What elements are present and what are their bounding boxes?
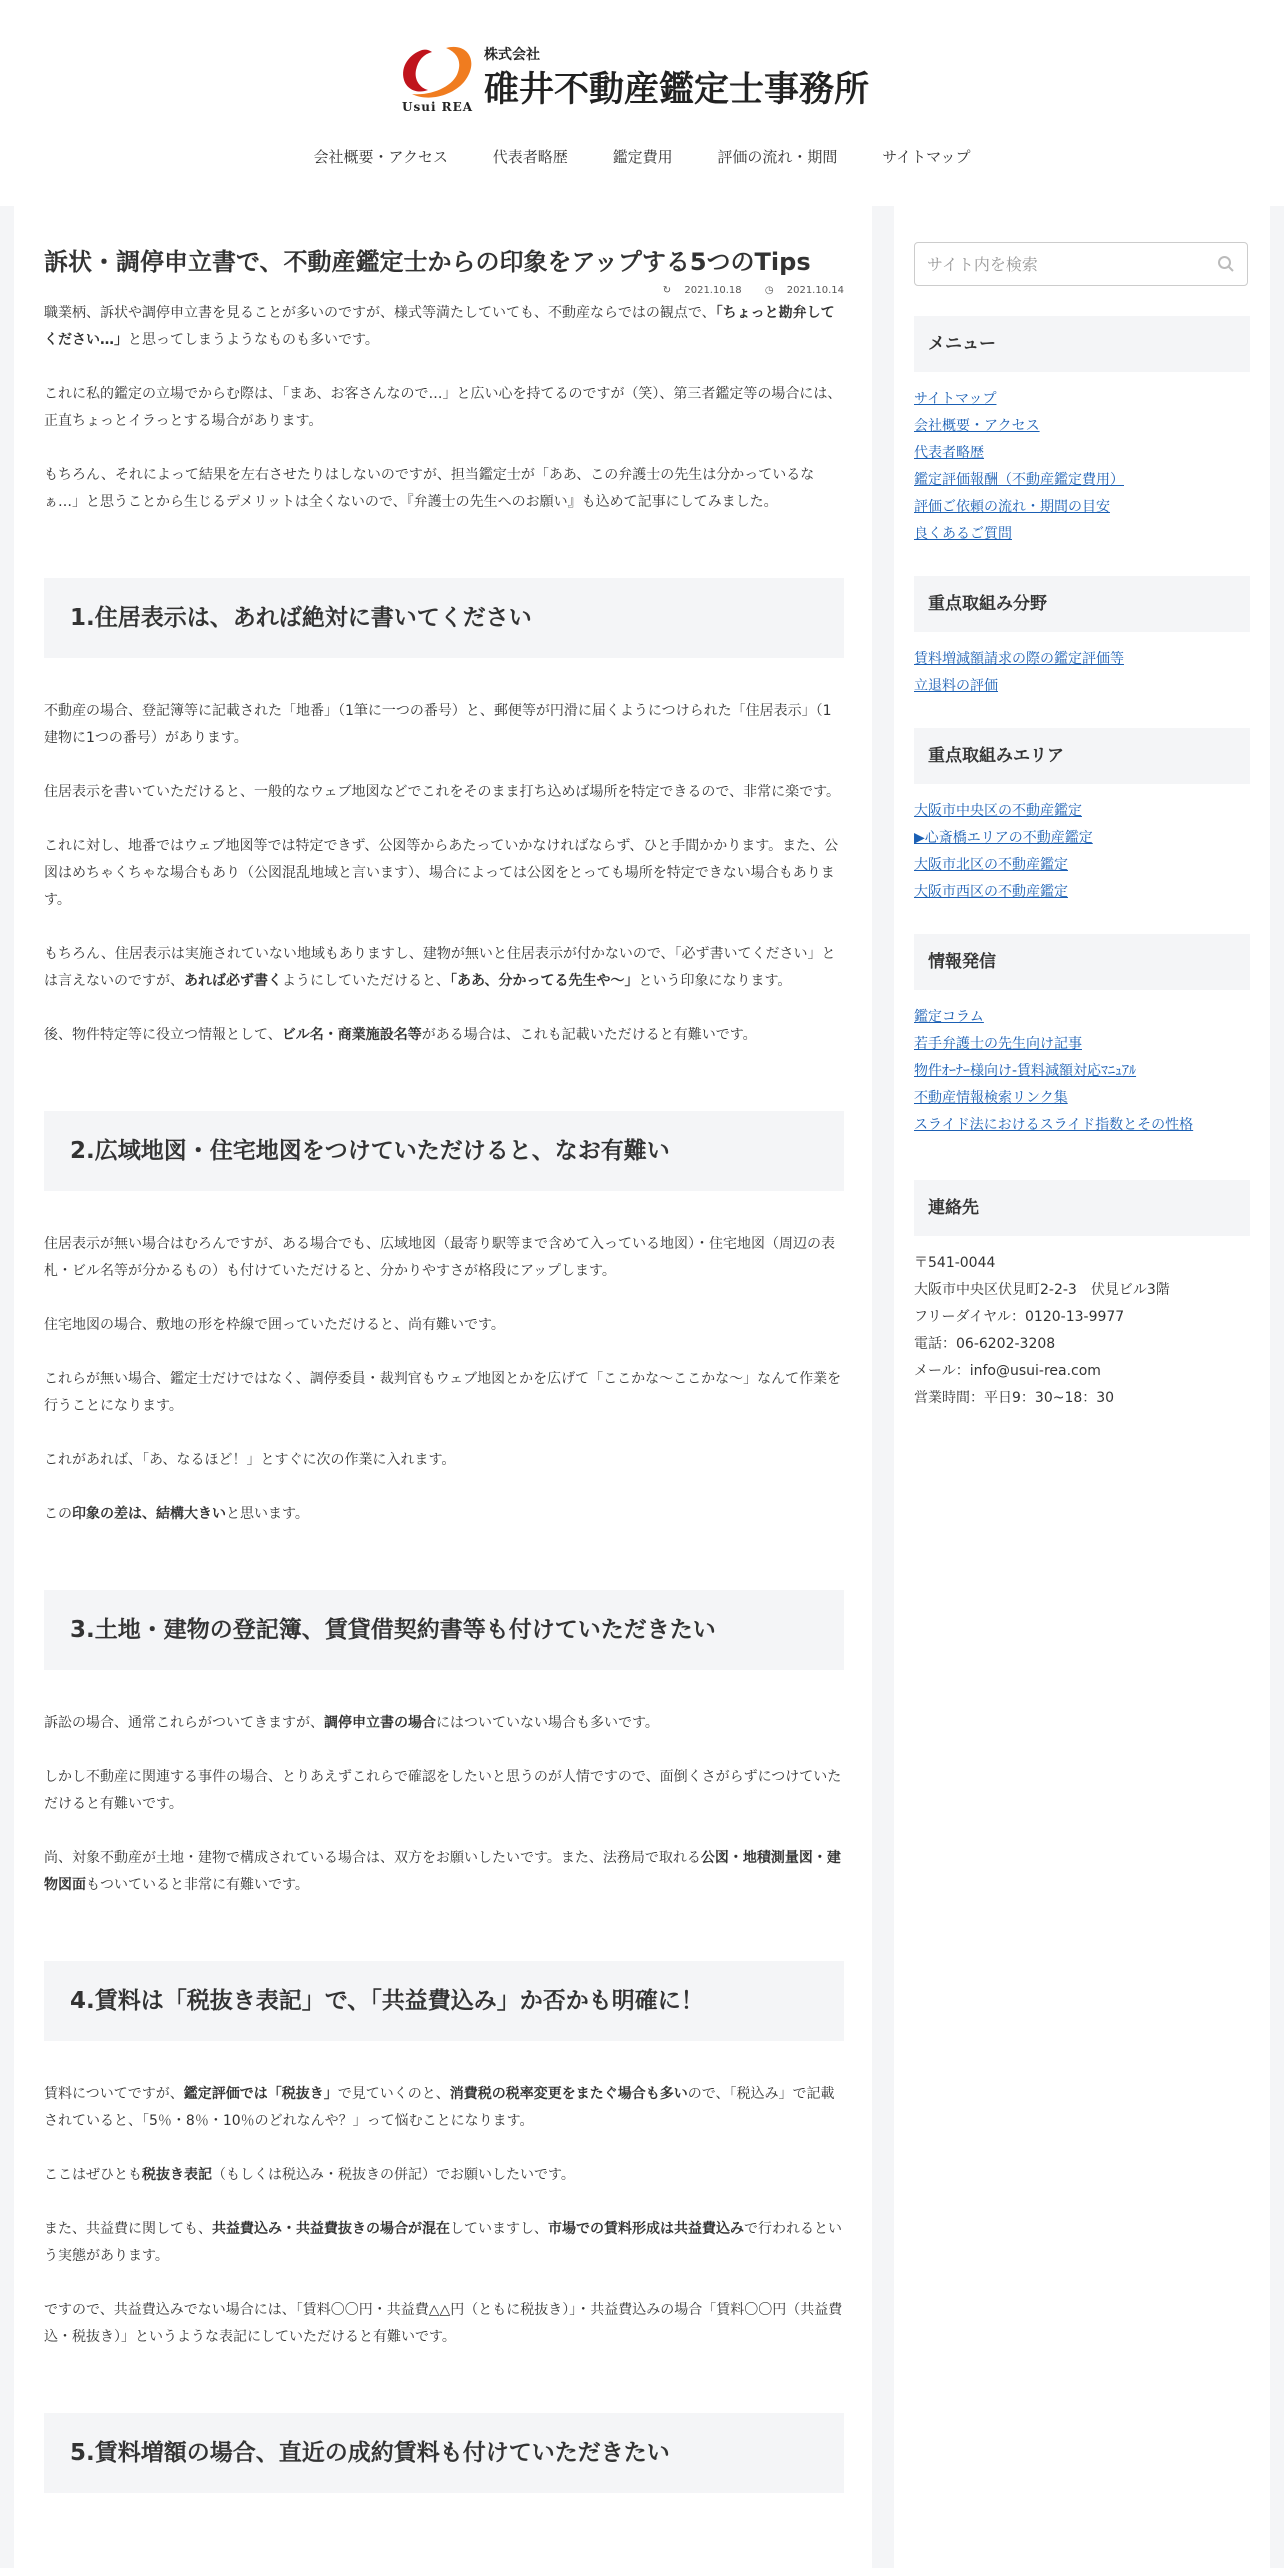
post-dates (44, 285, 844, 296)
sidebar-link[interactable]: スライド法におけるスライド指数とその性格 (914, 1117, 1194, 1133)
sidebar-link[interactable]: 鑑定評価報酬（不動産鑑定費用） (914, 472, 1124, 488)
search-icon[interactable] (1217, 255, 1235, 273)
sidebar-link[interactable]: 不動産情報検索リンク集 (914, 1090, 1068, 1106)
emphasis-text: 消費税の税率変更をまたぐ場合も多い (449, 2086, 688, 2102)
section-heading: 2.広域地図・住宅地図をつけていただけると、なお有難い (44, 1111, 844, 1191)
main-content (14, 206, 872, 2568)
article (44, 246, 844, 2533)
nav-item-flow[interactable]: 評価の流れ・期間 (717, 148, 838, 166)
article-body (44, 300, 844, 2493)
emphasis-text: 鑑定評価では「税抜き」 (183, 2086, 338, 2102)
text-run: ので、「税込み」で記載されていると、「5％・8％・10％のどれなんや？」って悩むことになります。 (44, 2086, 835, 2129)
paragraph (44, 1312, 844, 1339)
sidebar-link[interactable]: 鑑定コラム (914, 1009, 984, 1025)
paragraph (44, 1231, 844, 1285)
widget-title: 重点取組みエリア (914, 728, 1250, 784)
emphasis-text: ビル名・商業施設名等 (281, 1027, 422, 1043)
sidebar-link[interactable]: 物件ｵｰﾅｰ様向け-賃料減額対応ﾏﾆｭｱﾙ (914, 1063, 1137, 1079)
paragraph (44, 381, 844, 435)
emphasis-text: あれば必ず書く (184, 973, 282, 989)
text-run: で見ていくのと、 (337, 2086, 450, 2102)
section-heading: 4.賃料は「税抜き表記」で、「共益費込み」か否かも明確に！ (44, 1961, 844, 2041)
text-run: 後、物件特定等に役立つ情報として、 (44, 1027, 282, 1043)
paragraph (44, 2162, 844, 2189)
sidebar-link[interactable]: 大阪市北区の不動産鑑定 (914, 857, 1068, 873)
search-input[interactable] (915, 243, 1219, 285)
paragraph (44, 698, 844, 752)
paragraph (44, 833, 844, 914)
sidebar-link[interactable]: 会社概要・アクセス (914, 418, 1040, 434)
sidebar-widget (914, 576, 1250, 700)
nav-item-profile[interactable]: 代表者略歴 (492, 148, 568, 166)
section-heading: 5.賃料増額の場合、直近の成約賃料も付けていただきたい (44, 2413, 844, 2493)
site-logo[interactable] (398, 44, 898, 120)
text-run: と思ってしまうようなものも多いです。 (128, 332, 379, 348)
text-run: ですので、共益費込みでない場合には、「賃料〇〇円・共益費△△円（ともに税抜き）」・共益費込みの場合「賃料〇〇円（共益費込・税抜き）」というような表記にしていただけると有難いです。 (44, 2302, 843, 2345)
emphasis-text: 印象の差は、結構大きい (72, 1506, 226, 1522)
sidebar-link[interactable]: 立退料の評価 (914, 678, 998, 694)
widget-title: 連絡先 (914, 1180, 1250, 1236)
text-run: ようにしていただけると、 (282, 973, 450, 989)
logo-kabushiki: 株式会社 (484, 47, 540, 63)
widget-title: メニュー (914, 316, 1250, 372)
contact-address: 大阪市中央区伏見町2-2-3 伏見ビル3階 (914, 1282, 1170, 1298)
sidebar-link[interactable]: 良くあるご質問 (914, 526, 1012, 542)
contact-widget (914, 1180, 1250, 1412)
text-run: 訴訟の場合、通常これらがついてきますが、 (44, 1715, 324, 1731)
text-run: という印象になります。 (638, 973, 792, 989)
text-run: もついていると非常に有難いです。 (86, 1877, 309, 1893)
text-run: 職業柄、訴状や調停申立書を見ることが多いのですが、様式等満たしていても、不動産ならではの観点で、 (44, 305, 716, 321)
sidebar-widget (914, 316, 1250, 548)
widget-title: 情報発信 (914, 934, 1250, 990)
text-run: また、共益費に関しても、 (44, 2221, 212, 2237)
paragraph (44, 462, 844, 516)
text-run: 住居表示を書いていただけると、一般的なウェブ地図などでこれをそのまま打ち込めば場所を特定できるので、非常に楽です。 (44, 784, 841, 800)
text-run: がある場合は、これも記載いただけると有難いです。 (421, 1027, 757, 1043)
text-run: にはついていない場合も多いです。 (436, 1715, 659, 1731)
contact-postcode: 〒541-0044 (914, 1255, 996, 1271)
paragraph (44, 2081, 844, 2135)
text-run: これに対し、地番ではウェブ地図等では特定できず、公図等からあたっていかなければならず、ひと手間かかります。また、公図はめちゃくちゃな場合もあり（公図混乱地域と言います）、場合によっては公図をとっても場所を特定できない場合もあります。 (44, 838, 839, 908)
text-run: これがあれば、「あ、なるほど！」とすぐに次の作業に入れます。 (44, 1452, 456, 1468)
text-run: この (44, 1506, 72, 1522)
paragraph (44, 1447, 844, 1474)
paragraph (44, 1764, 844, 1818)
logo-sub-text: Usui REA (402, 100, 474, 114)
contact-freedial: フリーダイヤル：0120-13-9977 (914, 1309, 1125, 1325)
sidebar-widget (914, 934, 1250, 1139)
section-heading: 1.住居表示は、あれば絶対に書いてください (44, 578, 844, 658)
usui-logo-icon (398, 44, 478, 104)
site-header (0, 0, 1284, 206)
text-run: 賃料についてですが、 (44, 2086, 184, 2102)
text-run: と思います。 (226, 1506, 309, 1522)
text-run: ここはぜひとも (44, 2167, 142, 2183)
emphasis-text: 調停申立書の場合 (324, 1715, 436, 1731)
refresh-icon: ↻ (662, 285, 672, 296)
section-heading: 3.土地・建物の登記簿、賃貸借契約書等も付けていただきたい (44, 1590, 844, 1670)
nav-item-sitemap[interactable]: サイトマップ (882, 148, 971, 166)
clock-icon: ◷ (764, 285, 774, 296)
global-nav (0, 146, 1284, 167)
text-run: これに私的鑑定の立場でからむ際は、「まあ、お客さんなので…」と広い心を持てるのですが（笑）、第三者鑑定等の場合には、正直ちょっとイラっとする場合があります。 (44, 386, 842, 429)
widget-title: 重点取組み分野 (914, 576, 1250, 632)
paragraph (44, 779, 844, 806)
text-run: 住宅地図の場合、敷地の形を枠線で囲っていただけると、尚有難いです。 (44, 1317, 505, 1333)
page-title: 訴状・調停申立書で、不動産鑑定士からの印象をアップする5つのTips (44, 248, 811, 276)
text-run: していますし、 (450, 2221, 548, 2237)
paragraph (44, 300, 844, 354)
emphasis-text: 税抜き表記 (142, 2167, 212, 2183)
nav-item-fees[interactable]: 鑑定費用 (612, 148, 673, 166)
sidebar-link[interactable]: 評価ご依頼の流れ・期間の目安 (914, 499, 1110, 515)
text-run: 尚、対象不動産が土地・建物で構成されている場合は、双方をお願いしたいです。また、法務局で取れる (44, 1850, 701, 1866)
sidebar-link[interactable]: サイトマップ (914, 391, 997, 407)
text-run: もちろん、住居表示は実施されていない地域もありますし、建物が無いと住居表示が付かないので、「必ず書いてください」とは言えないのですが、 (44, 946, 836, 989)
published-date-text: 2021.10.14 (786, 285, 844, 296)
sidebar-link[interactable]: ▶心斎橋エリアの不動産鑑定 (914, 830, 1093, 846)
logo-company-name: 碓井不動産鑑定士事務所 (484, 70, 870, 110)
text-run: しかし不動産に関連する事件の場合、とりあえずこれらで確認をしたいと思うのが人情ですので、面倒くさがらずにつけていただけると有難いです。 (44, 1769, 842, 1812)
text-run: 住居表示が無い場合はむろんですが、ある場合でも、広域地図（最寄り駅等まで含めて入っている地図）・住宅地図（周辺の表札・ビル名等が分かるもの）も付けていただけると、分かりやすさが格段にアップします。 (44, 1236, 835, 1279)
updated-date (653, 285, 742, 296)
emphasis-text: 共益費込み・共益費抜きの場合が混在 (212, 2221, 450, 2237)
contact-email: メール：info@usui-rea.com (914, 1363, 1101, 1379)
emphasis-text: 公図・地積測量図・建物図面 (44, 1850, 841, 1893)
text-run: 不動産の場合、登記簿等に記載された「地番」（1筆に一つの番号）と、郵便等が円滑に届くようにつけられた「住居表示」（1建物に1つの番号）があります。 (44, 703, 832, 746)
sidebar (894, 206, 1270, 2568)
sidebar-widget (914, 728, 1250, 906)
sidebar-link[interactable]: 若手弁護士の先生向け記事 (914, 1036, 1082, 1052)
published-date (755, 285, 844, 296)
text-run: もちろん、それによって結果を左右させたりはしないのですが、担当鑑定士が「ああ、この弁護士の先生は分かっているなぁ…」と思うことから生じるデメリットは全くないので、『弁護士の先生へのお願い』も込めて記事にしてみました。 (44, 467, 815, 510)
sidebar-link[interactable]: 賃料増減額請求の際の鑑定評価等 (914, 651, 1124, 667)
sidebar-link[interactable]: 大阪市西区の不動産鑑定 (914, 884, 1068, 900)
contact-phone: 電話：06-6202-3208 (914, 1336, 1056, 1352)
paragraph (44, 1710, 844, 1737)
sidebar-link[interactable]: 代表者略歴 (914, 445, 984, 461)
text-run: これらが無い場合、鑑定士だけではなく、調停委員・裁判官もウェブ地図とかを広げて「ここかな～ここかな～」なんて作業を行うことになります。 (44, 1371, 842, 1414)
sidebar-link[interactable]: 大阪市中央区の不動産鑑定 (914, 803, 1082, 819)
text-run: （もしくは税込み・税抜きの併記）でお願いしたいです。 (212, 2167, 575, 2183)
contact-hours: 営業時間：平日9：30~18：30 (914, 1390, 1115, 1406)
site-search (914, 242, 1248, 286)
paragraph (44, 2216, 844, 2270)
paragraph (44, 2297, 844, 2351)
paragraph (44, 941, 844, 995)
paragraph (44, 1022, 844, 1049)
emphasis-text: 「ちょっと勘弁してください…」 (44, 305, 835, 348)
emphasis-text: 市場での賃料形成は共益費込み (548, 2221, 744, 2237)
paragraph (44, 1366, 844, 1420)
nav-item-company[interactable]: 会社概要・アクセス (313, 148, 449, 166)
paragraph (44, 1501, 844, 1528)
text-run: で行われるという実態があります。 (44, 2221, 842, 2264)
updated-date-text: 2021.10.18 (684, 285, 742, 296)
emphasis-text: 「ああ、分かってる先生や～」 (450, 973, 639, 989)
paragraph (44, 1845, 844, 1899)
